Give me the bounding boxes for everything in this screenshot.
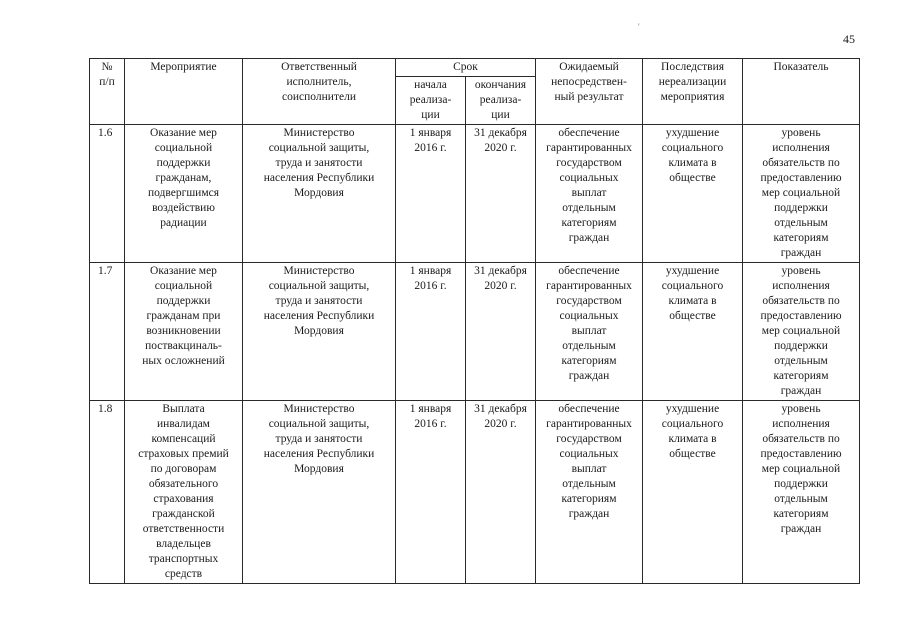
row-indicator: уровень исполнения обязательств по предоставлению мер социальной поддержки отдельным категориям граждан	[743, 263, 860, 401]
row-num: 1.8	[90, 401, 125, 584]
row-result: обеспечение гарантированных государством социальных выплат отдельным категориям граждан	[536, 263, 643, 401]
row-end: 31 декабря 2020 г.	[466, 263, 536, 401]
row-num: 1.6	[90, 125, 125, 263]
header-activity: Мероприятие	[125, 59, 243, 125]
row-start: 1 января 2016 г.	[396, 401, 466, 584]
row-responsible: Министерство социальной защиты, труда и занятости населения Республики Мордовия	[243, 263, 396, 401]
header-row	[90, 59, 860, 77]
row-consequences: ухудшение социального климата в обществе	[643, 125, 743, 263]
table-row	[90, 263, 860, 401]
row-end: 31 декабря 2020 г.	[466, 401, 536, 584]
row-indicator: уровень исполнения обязательств по предоставлению мер социальной поддержки отдельным категориям граждан	[743, 401, 860, 584]
row-indicator: уровень исполнения обязательств по предоставлению мер социальной поддержки отдельным категориям граждан	[743, 125, 860, 263]
activities-table	[89, 58, 860, 584]
header-end: окончания реализа- ции	[466, 77, 536, 125]
row-consequences: ухудшение социального климата в обществе	[643, 401, 743, 584]
row-responsible: Министерство социальной защиты, труда и занятости населения Республики Мордовия	[243, 401, 396, 584]
row-start: 1 января 2016 г.	[396, 263, 466, 401]
header-term: Срок	[396, 59, 536, 77]
row-result: обеспечение гарантированных государством социальных выплат отдельным категориям граждан	[536, 125, 643, 263]
row-num: 1.7	[90, 263, 125, 401]
page-number: 45	[843, 32, 855, 46]
header-consequences: Последствия нереализации мероприятия	[643, 59, 743, 125]
row-activity: Выплата инвалидам компенсаций страховых премий по договорам обязательного страхования гражданской ответственности владельцев транспортных средств	[125, 401, 243, 584]
scan-speck: '	[638, 22, 640, 32]
row-responsible: Министерство социальной защиты, труда и занятости населения Республики Мордовия	[243, 125, 396, 263]
table-row	[90, 401, 860, 584]
table-row	[90, 125, 860, 263]
header-start: начала реализа- ции	[396, 77, 466, 125]
header-result: Ожидаемый непосредствен- ный результат	[536, 59, 643, 125]
row-result: обеспечение гарантированных государством социальных выплат отдельным категориям граждан	[536, 401, 643, 584]
row-activity: Оказание мер социальной поддержки гражданам, подвергшимся воздействию радиации	[125, 125, 243, 263]
row-activity: Оказание мер социальной поддержки гражданам при возникновении поствакциналь- ных осложнений	[125, 263, 243, 401]
row-start: 1 января 2016 г.	[396, 125, 466, 263]
header-indicator: Показатель	[743, 59, 860, 125]
row-end: 31 декабря 2020 г.	[466, 125, 536, 263]
header-num: № п/п	[90, 59, 125, 125]
row-consequences: ухудшение социального климата в обществе	[643, 263, 743, 401]
header-responsible: Ответственный исполнитель, соисполнители	[243, 59, 396, 125]
